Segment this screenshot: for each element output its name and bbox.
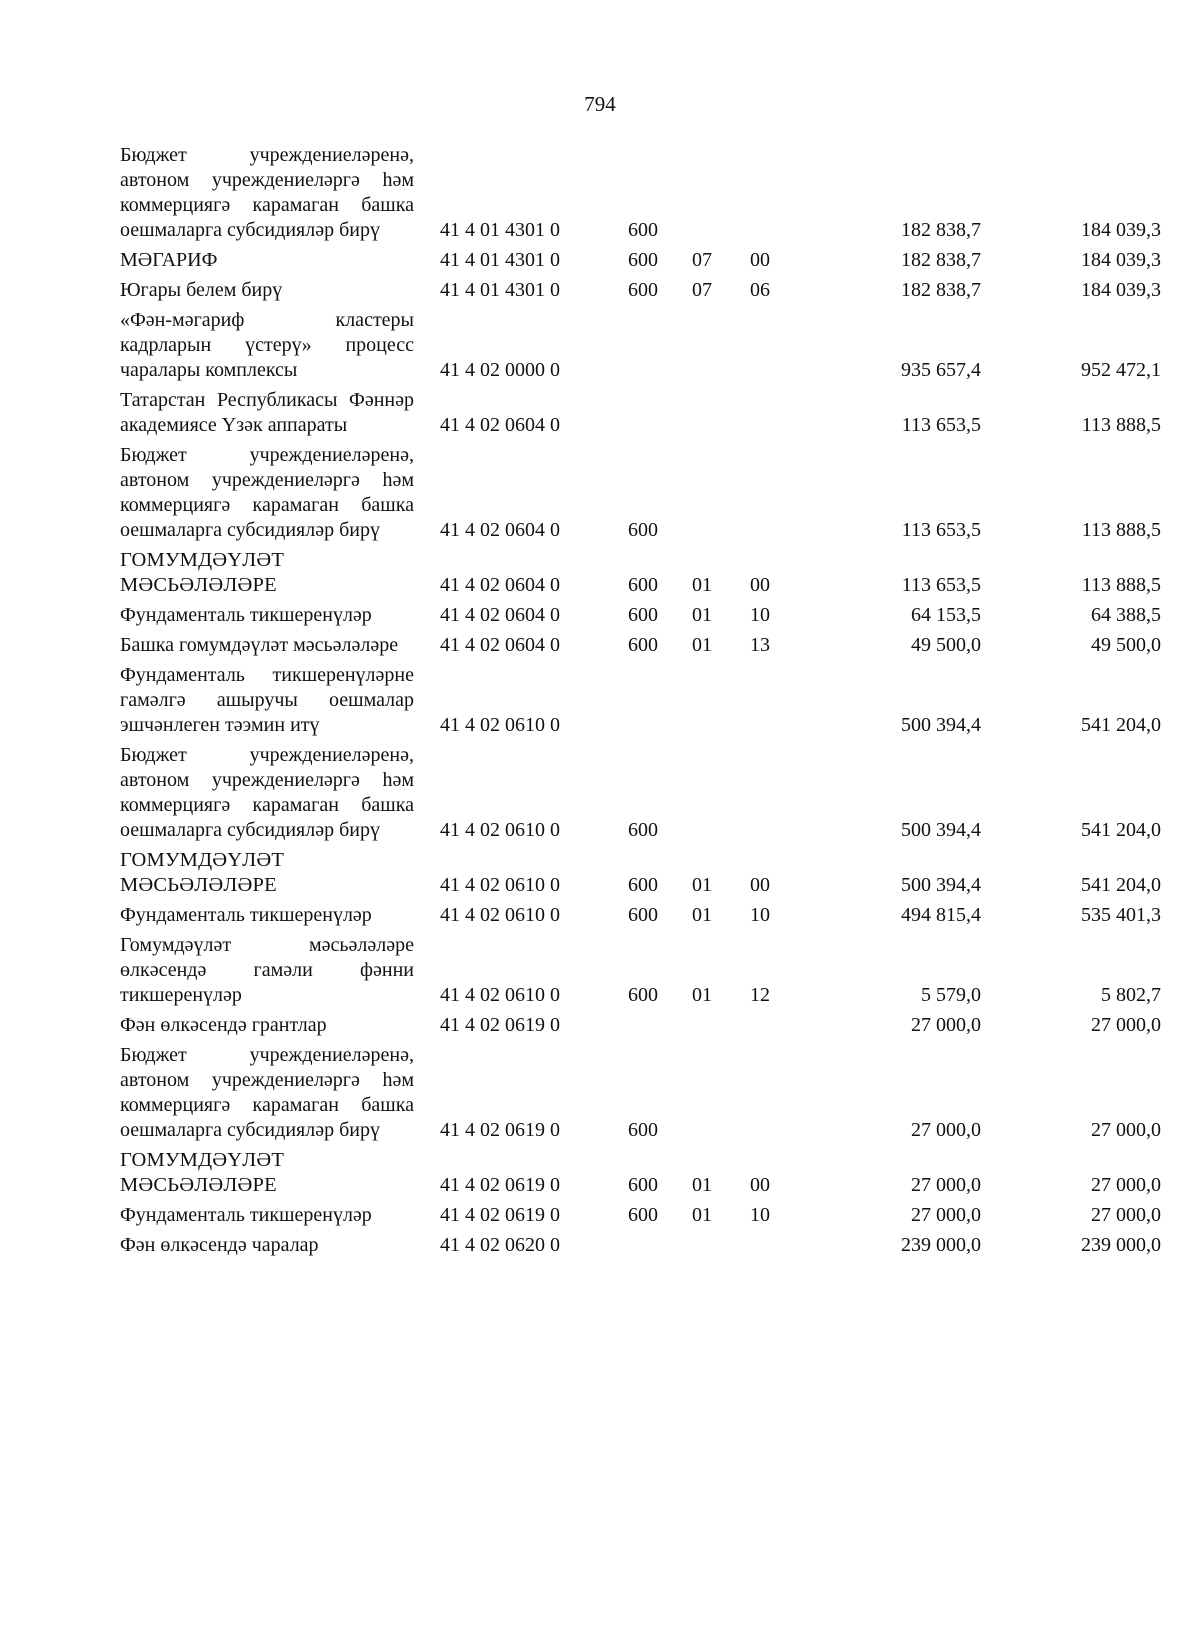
row-name: Бюджет учреждениеләренә, автоном учреждениеләргә һәм коммерциягә карамаган башка оешмаларга субсидияләр бирү [120, 1044, 414, 1141]
table-row [120, 903, 1161, 933]
row-subsection: 10 [750, 904, 770, 926]
table-row [120, 933, 1161, 1013]
row-name: Фундаменталь тикшеренүләр [120, 904, 372, 926]
row-name: Татарстан Республикасы Фәннәр академиясе Үзәк аппараты [120, 389, 414, 436]
row-subsection: 12 [750, 984, 770, 1006]
row-target-code: 41 4 02 0610 0 [440, 874, 560, 896]
row-target-code: 41 4 02 0604 0 [440, 574, 560, 596]
row-subsection: 10 [750, 604, 770, 626]
row-amount-year-1: 935 657,4 [901, 359, 981, 381]
row-amount-year-1: 5 579,0 [921, 984, 981, 1006]
row-subsection [738, 143, 806, 248]
row-amount-year-1: 494 815,4 [901, 904, 981, 926]
row-subsection [738, 1043, 806, 1148]
table-row [120, 603, 1161, 633]
row-amount-year-2: 184 039,3 [1081, 279, 1161, 301]
page-number: 794 [584, 92, 616, 116]
row-expense-type: 600 [628, 984, 658, 1006]
row-name: Фундаменталь тикшеренүләр [120, 1204, 372, 1226]
budget-table [120, 143, 1161, 1263]
table-row [120, 548, 1161, 603]
row-amount-year-1: 500 394,4 [901, 819, 981, 841]
row-section [684, 443, 738, 548]
row-section [684, 388, 738, 443]
row-expense-type [612, 1233, 684, 1263]
row-name: ГОМУМДӘҮЛӘТ МӘСЬӘЛӘЛӘРЕ [120, 549, 285, 596]
row-amount-year-1: 500 394,4 [901, 714, 981, 736]
row-amount-year-2: 27 000,0 [1091, 1204, 1161, 1226]
row-subsection: 00 [750, 249, 770, 271]
row-subsection: 06 [750, 279, 770, 301]
row-subsection: 13 [750, 634, 770, 656]
row-name: Бюджет учреждениеләренә, автоном учреждениеләргә һәм коммерциягә карамаган башка оешмаларга субсидияләр бирү [120, 444, 414, 541]
row-expense-type: 600 [628, 574, 658, 596]
row-amount-year-1: 182 838,7 [901, 279, 981, 301]
row-target-code: 41 4 02 0619 0 [440, 1204, 560, 1226]
table-row [120, 848, 1161, 903]
row-subsection [738, 743, 806, 848]
table-row [120, 308, 1161, 388]
row-subsection [738, 308, 806, 388]
row-section: 01 [692, 1174, 712, 1196]
row-expense-type: 600 [628, 519, 658, 541]
row-target-code: 41 4 02 0000 0 [440, 359, 560, 381]
table-row [120, 1203, 1161, 1233]
row-amount-year-2: 184 039,3 [1081, 249, 1161, 271]
row-amount-year-1: 500 394,4 [901, 874, 981, 896]
row-amount-year-2: 49 500,0 [1091, 634, 1161, 656]
row-amount-year-1: 27 000,0 [911, 1174, 981, 1196]
row-expense-type [612, 663, 684, 743]
row-name: Фундаменталь тикшеренүләрне гамәлгә ашыручы оешмалар эшчәнлеген тәэмин итү [120, 664, 414, 736]
row-subsection: 00 [750, 1174, 770, 1196]
row-amount-year-1: 64 153,5 [911, 604, 981, 626]
row-expense-type [612, 388, 684, 443]
row-target-code: 41 4 02 0619 0 [440, 1174, 560, 1196]
row-target-code: 41 4 02 0604 0 [440, 414, 560, 436]
row-expense-type [612, 1013, 684, 1043]
row-amount-year-2: 113 888,5 [1081, 414, 1161, 436]
row-amount-year-1: 113 653,5 [901, 519, 981, 541]
row-section: 07 [692, 279, 712, 301]
row-amount-year-2: 541 204,0 [1081, 819, 1161, 841]
row-subsection [738, 443, 806, 548]
row-section [684, 1043, 738, 1148]
row-expense-type: 600 [628, 249, 658, 271]
row-name: «Фән-мәгариф кластеры кадрларын үстерү» процесс чаралары комплексы [120, 309, 414, 381]
table-row [120, 1043, 1161, 1148]
row-subsection [738, 1233, 806, 1263]
row-section: 01 [692, 574, 712, 596]
row-subsection: 00 [750, 874, 770, 896]
row-name: ГОМУМДӘҮЛӘТ МӘСЬӘЛӘЛӘРЕ [120, 1149, 285, 1196]
row-section: 01 [692, 904, 712, 926]
table-row [120, 143, 1161, 248]
table-row [120, 388, 1161, 443]
row-section: 07 [692, 249, 712, 271]
row-expense-type: 600 [628, 874, 658, 896]
row-amount-year-1: 27 000,0 [911, 1119, 981, 1141]
row-amount-year-2: 184 039,3 [1081, 219, 1161, 241]
row-target-code: 41 4 02 0619 0 [440, 1014, 560, 1036]
row-section: 01 [692, 634, 712, 656]
table-row [120, 248, 1161, 278]
row-amount-year-1: 113 653,5 [901, 414, 981, 436]
table-row [120, 278, 1161, 308]
row-subsection: 00 [750, 574, 770, 596]
row-amount-year-2: 27 000,0 [1091, 1174, 1161, 1196]
row-amount-year-2: 535 401,3 [1081, 904, 1161, 926]
row-amount-year-2: 113 888,5 [1081, 574, 1161, 596]
row-target-code: 41 4 02 0620 0 [440, 1234, 560, 1256]
row-amount-year-1: 113 653,5 [901, 574, 981, 596]
row-name: Югары белем бирү [120, 279, 283, 301]
row-subsection [738, 663, 806, 743]
row-amount-year-2: 541 204,0 [1081, 874, 1161, 896]
row-name: Фән өлкәсендә чаралар [120, 1234, 319, 1256]
row-expense-type: 600 [628, 904, 658, 926]
row-amount-year-2: 27 000,0 [1091, 1014, 1161, 1036]
row-section [684, 663, 738, 743]
row-amount-year-2: 541 204,0 [1081, 714, 1161, 736]
row-section [684, 1013, 738, 1043]
row-amount-year-1: 27 000,0 [911, 1204, 981, 1226]
row-subsection [738, 1013, 806, 1043]
row-expense-type [612, 308, 684, 388]
table-row [120, 443, 1161, 548]
row-expense-type: 600 [628, 819, 658, 841]
table-row [120, 1233, 1161, 1263]
row-expense-type: 600 [628, 1119, 658, 1141]
row-target-code: 41 4 01 4301 0 [440, 219, 560, 241]
row-amount-year-2: 239 000,0 [1081, 1234, 1161, 1256]
row-expense-type: 600 [628, 219, 658, 241]
row-amount-year-2: 952 472,1 [1081, 359, 1161, 381]
row-subsection: 10 [750, 1204, 770, 1226]
row-amount-year-2: 113 888,5 [1081, 519, 1161, 541]
row-name: ГОМУМДӘҮЛӘТ МӘСЬӘЛӘЛӘРЕ [120, 849, 285, 896]
row-name: Фән өлкәсендә грантлар [120, 1014, 327, 1036]
row-section [684, 1233, 738, 1263]
row-amount-year-2: 27 000,0 [1091, 1119, 1161, 1141]
row-subsection [738, 388, 806, 443]
row-target-code: 41 4 02 0610 0 [440, 819, 560, 841]
row-name: Бюджет учреждениеләренә, автоном учреждениеләргә һәм коммерциягә карамаган башка оешмаларга субсидияләр бирү [120, 744, 414, 841]
row-target-code: 41 4 01 4301 0 [440, 279, 560, 301]
row-target-code: 41 4 02 0610 0 [440, 984, 560, 1006]
table-row [120, 663, 1161, 743]
row-name: Бюджет учреждениеләренә, автоном учреждениеләргә һәм коммерциягә карамаган башка оешмаларга субсидияләр бирү [120, 144, 414, 241]
row-target-code: 41 4 02 0610 0 [440, 714, 560, 736]
row-amount-year-1: 182 838,7 [901, 219, 981, 241]
row-amount-year-1: 49 500,0 [911, 634, 981, 656]
row-section: 01 [692, 1204, 712, 1226]
budget-table-body [120, 143, 1161, 1263]
row-section [684, 143, 738, 248]
row-name: Гомумдәүләт мәсьәләләре өлкәсендә гамәли фәнни тикшеренүләр [120, 934, 414, 1006]
row-name: Фундаменталь тикшеренүләр [120, 604, 372, 626]
row-target-code: 41 4 02 0604 0 [440, 604, 560, 626]
row-expense-type: 600 [628, 1174, 658, 1196]
row-amount-year-1: 239 000,0 [901, 1234, 981, 1256]
row-target-code: 41 4 02 0610 0 [440, 904, 560, 926]
row-amount-year-1: 182 838,7 [901, 249, 981, 271]
row-section [684, 308, 738, 388]
row-section: 01 [692, 874, 712, 896]
row-expense-type: 600 [628, 604, 658, 626]
row-expense-type: 600 [628, 1204, 658, 1226]
row-amount-year-1: 27 000,0 [911, 1014, 981, 1036]
row-amount-year-2: 5 802,7 [1101, 984, 1161, 1006]
row-expense-type: 600 [628, 279, 658, 301]
table-row [120, 1013, 1161, 1043]
row-name: МӘГАРИФ [120, 249, 218, 271]
row-expense-type: 600 [628, 634, 658, 656]
row-section [684, 743, 738, 848]
row-target-code: 41 4 01 4301 0 [440, 249, 560, 271]
row-target-code: 41 4 02 0604 0 [440, 519, 560, 541]
row-section: 01 [692, 604, 712, 626]
table-row [120, 1148, 1161, 1203]
row-target-code: 41 4 02 0619 0 [440, 1119, 560, 1141]
row-amount-year-2: 64 388,5 [1091, 604, 1161, 626]
table-row [120, 633, 1161, 663]
table-row [120, 743, 1161, 848]
row-section: 01 [692, 984, 712, 1006]
row-name: Башка гомумдәүләт мәсьәләләре [120, 634, 399, 656]
row-target-code: 41 4 02 0604 0 [440, 634, 560, 656]
